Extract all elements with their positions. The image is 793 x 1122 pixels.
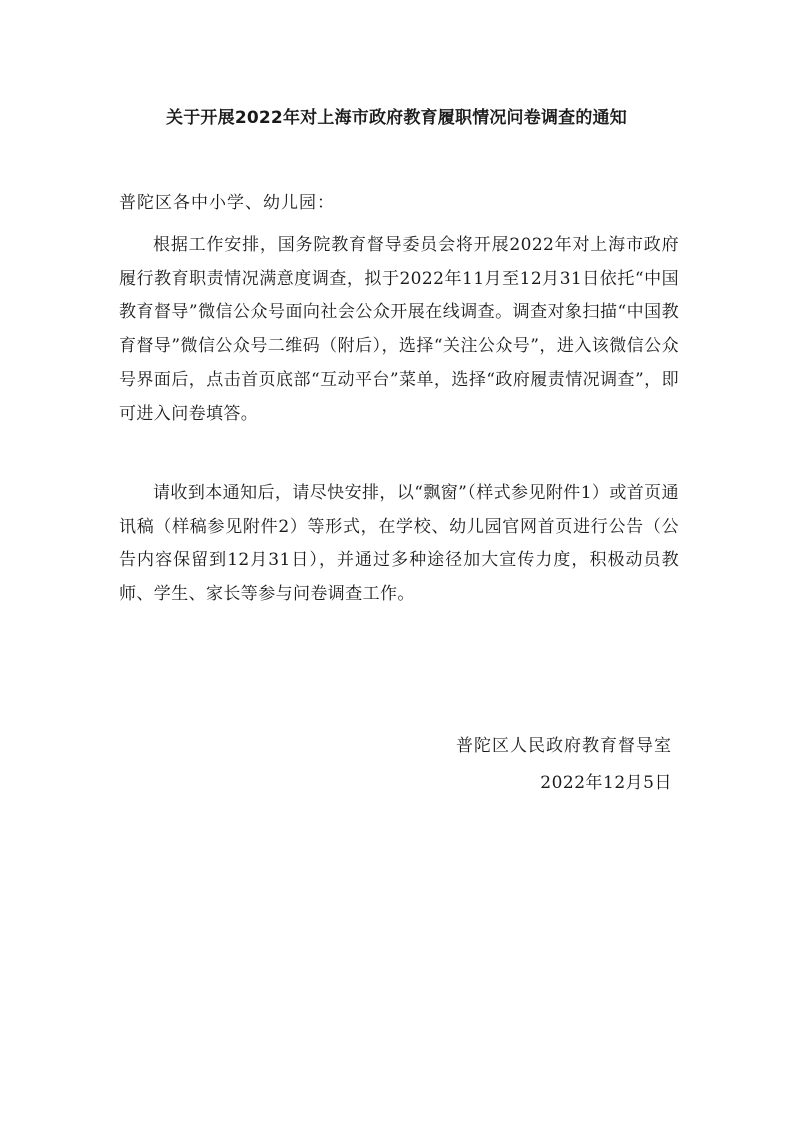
body-paragraph-2: 请收到本通知后，请尽快安排，以“飘窗”（样式参见附件1）或首页通讯稿（样稿参见附件2）等形式，在学校、幼儿园官网首页进行公告（公告内容保留到12月31日），并通过多种途径加大宣传力度，积极动员教师、学生、家长等参与问卷调查工作。: [119, 483, 679, 605]
signature: 普陀区人民政府教育督导室: [456, 736, 672, 756]
salutation: 普陀区各中小学、幼儿园：: [119, 193, 335, 213]
issue-date: 2022年12月5日: [540, 773, 672, 793]
body-paragraph-1: 根据工作安排，国务院教育督导委员会将开展2022年对上海市政府履行教育职责情况满意度调查，拟于2022年11月至12月31日依托“中国教育督导”微信公众号面向社会公众开展在线调查。调查对象扫描“中国教育督导”微信公众号二维码（附后），选择“关注公众号”，进入该微信公众号界面后，点击首页底部“互动平台”菜单，选择“政府履责情况调查”，即可进入问卷填答。: [119, 235, 679, 424]
document-title: 关于开展2022年对上海市政府教育履职情况问卷调查的通知: [166, 108, 627, 128]
